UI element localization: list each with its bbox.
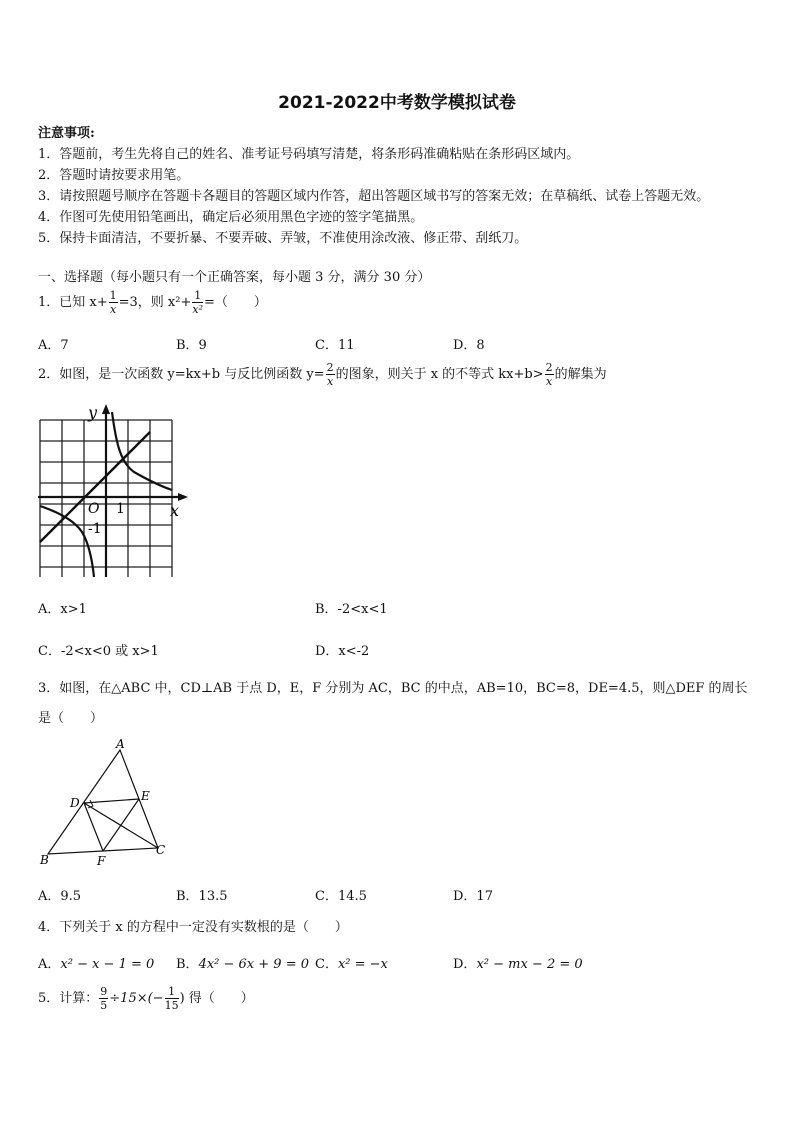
segment-ef — [103, 799, 139, 851]
q3-option-a: A．9.5 — [38, 889, 82, 904]
question-4-stem: 4．下列关于 x 的方程中一定没有实数根的是（ ） — [38, 920, 348, 935]
q1-option-c: C．11 — [315, 338, 355, 353]
y-axis-label: y — [88, 403, 98, 422]
q1-option-d: D．8 — [453, 338, 485, 353]
tick-label-1: 1 — [116, 501, 125, 517]
q4-option-c: C．x² = −x — [315, 957, 388, 972]
q1-option-a: A．7 — [38, 338, 69, 353]
question-1-stem: 1．已知 x+ $\frac{1}{x}$ =3，则 x²+ $\frac{1}{\text{x²}}$ =（ ） — [38, 289, 267, 316]
notice-heading: 注意事项: — [38, 126, 95, 141]
fraction: $\frac{1}{\text{x²}}$ — [192, 289, 203, 316]
q2-option-c: C．-2<x<0 或 x>1 — [38, 644, 159, 659]
hyperbola-branch-upper — [112, 412, 172, 490]
x-axis-label: x — [170, 501, 180, 520]
tick-label-neg1: -1 — [88, 521, 102, 537]
label-e: E — [141, 789, 150, 803]
notice-item-3: 3．请按照题号顺序在答题卡各题目的答题区域内作答，超出答题区域书写的答案无效；在草稿纸、试卷上答题无效。 — [38, 189, 710, 204]
label-a: A — [116, 737, 125, 751]
segment-df — [84, 803, 103, 851]
q1-option-b: B．9 — [176, 338, 207, 353]
notice-item-1: 1．答题前，考生先将自己的姓名、准考证号码填写清楚，将条形码准确粘贴在条形码区域内。 — [38, 147, 580, 162]
q4-option-a: A．x² − x − 1 = 0 — [38, 957, 155, 972]
fraction: $\frac{1}{15}$ — [164, 985, 179, 1012]
q2-option-b: B．-2<x<1 — [315, 602, 388, 617]
label-b: B — [40, 853, 49, 867]
triangle-figure — [38, 736, 173, 870]
x-axis-arrow-icon — [178, 493, 188, 501]
q2-option-d: D．x<-2 — [315, 644, 370, 659]
notice-item-2: 2．答题时请按要求用笔。 — [38, 168, 190, 183]
q2-option-a: A．x>1 — [38, 602, 87, 617]
notice-item-5: 5．保持卡面清洁，不要折暴、不要弄破、弄皱，不准使用涂改液、修正带、刮纸刀。 — [38, 231, 528, 246]
fraction: $\frac{9}{5}$ — [100, 985, 108, 1012]
notice-item-4: 4．作图可先使用铅笔画出，确定后必须用黑色字迹的签字笔描黑。 — [38, 210, 424, 225]
question-2-stem: 2．如图，是一次函数 y=kx+b 与反比例函数 y= $\frac{2}{x}$ 的图象，则关于 x 的不等式 kx+b> $\frac{2}{x}$ 的解集为 — [38, 361, 607, 388]
fraction: $\frac{1}{x}$ — [109, 289, 117, 316]
question-5-stem: 5．计算： $\frac{9}{5}$ ÷15×(− $\frac{1}{15}$ ) 得（ ） — [38, 985, 254, 1012]
q3-option-b: B．13.5 — [176, 889, 228, 904]
question-3-stem-line2: 是（ ） — [38, 711, 104, 726]
label-d: D — [70, 796, 80, 810]
question-3-stem-line1: 3．如图，在△ABC 中，CD⊥AB 于点 D，E，F 分别为 AC，BC 的中点，AB=10，BC=8，DE=4.5，则△DEF 的周长 — [38, 681, 748, 696]
section-heading: 一、选择题（每小题只有一个正确答案，每小题 3 分，满分 30 分） — [38, 270, 431, 285]
q4-option-d: D．x² − mx − 2 = 0 — [453, 957, 583, 972]
origin-label: O — [88, 501, 100, 517]
fraction: $\frac{2}{x}$ — [545, 361, 553, 388]
q3-option-c: C．14.5 — [315, 889, 367, 904]
label-f: F — [97, 854, 106, 868]
q3-option-d: D．17 — [453, 889, 493, 904]
label-c: C — [156, 843, 166, 857]
y-axis-arrow-icon — [102, 404, 110, 414]
segment-de — [84, 799, 139, 803]
right-angle-mark — [88, 800, 93, 808]
function-graph-figure — [38, 402, 190, 580]
page-title: 2021-2022中考数学模拟试卷 — [278, 93, 516, 113]
fraction: $\frac{2}{x}$ — [326, 361, 334, 388]
q4-option-b: B．4x² − 6x + 9 = 0 — [176, 957, 309, 972]
